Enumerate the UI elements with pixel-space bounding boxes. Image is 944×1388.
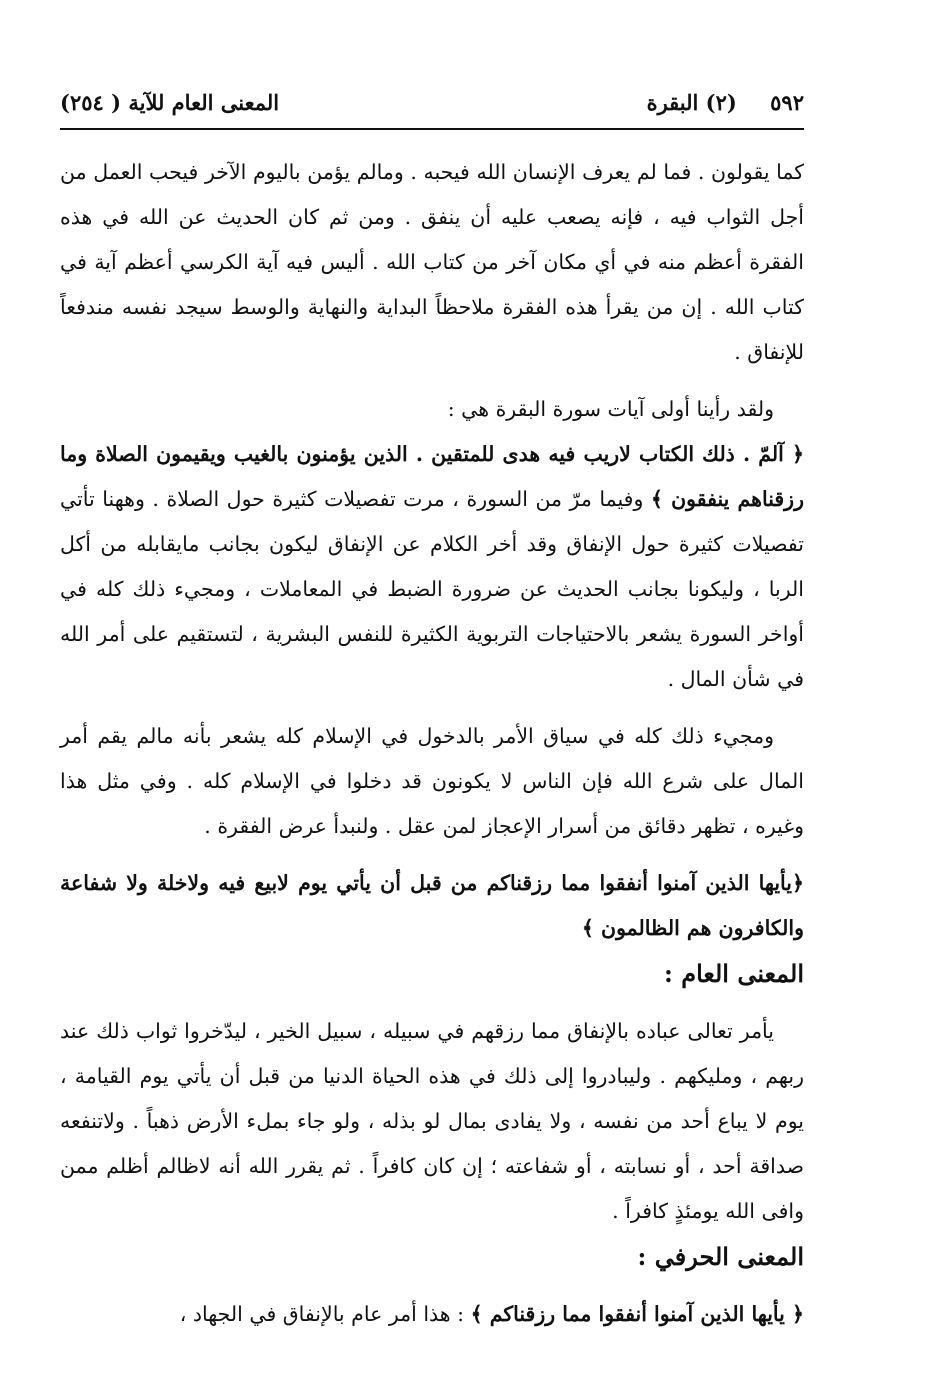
page-body bbox=[60, 150, 804, 1337]
verse-254: ﴿يأيها الذين آمنوا أنفقوا مما رزقناكم من قبل أن يأتي يوم لابيع فيه ولاخلة ولا شفاعة والكافرون هم الظالمون ﴾ bbox=[60, 871, 804, 940]
section-title: المعنى العام للآية ( ٢٥٤) bbox=[60, 90, 280, 115]
paragraph-2: ولقد رأينا أولى آيات سورة البقرة هي : bbox=[447, 397, 774, 421]
paragraph-6-text: : هذا أمر عام بالإنفاق في الجهاد ، bbox=[179, 1302, 471, 1326]
page-header bbox=[60, 88, 804, 130]
header-right bbox=[647, 90, 804, 115]
paragraph-3 bbox=[60, 432, 804, 702]
paragraph-1: كما يقولون . فما لم يعرف الإنسان الله فيحبه . ومالم يؤمن باليوم الآخر فيحب العمل من أجل الثواب فيه ، فإنه يصعب عليه أن ينفق . ومن ثم كان الحديث عن الله في هذه الفقرة أعظم منه في أي مكان آخر من كتاب الله . أليس فيه آية الكرسي أعظم آية في كتاب الله . إن من يقرأ هذه الفقرة ملاحظاً البداية والنهاية والوسط سيجد نفسه مندفعاً للإنفاق . bbox=[60, 160, 804, 364]
paragraph-6 bbox=[60, 1292, 804, 1337]
paragraph-3-text: وفيما مرّ من السورة ، مرت تفصيلات كثيرة حول الصلاة . وههنا تأتي تفصيلات كثيرة حول الإنفاق وقد أخر الكلام عن الإنفاق ليكون بجانب مايقابله من أكل الربا ، وليكونا بجانب الحديث عن ضرورة الضبط في المعاملات ، ومجيء ذلك كله في أواخر السورة يشعر بالاحتياجات التربوية الكثيرة للنفس البشرية ، لتستقيم على أمر الله في شأن المال . bbox=[60, 487, 804, 691]
page-number: ٥٩٢ bbox=[770, 90, 804, 115]
paragraph-5: يأمر تعالى عباده بالإنفاق مما رزقهم في سبيله ، سبيل الخير ، ليدّخروا ثواب ذلك عند ربهم ، ومليكهم . وليبادروا إلى ذلك في هذه الحياة الدنيا من قبل أن يأتي يوم القيامة ، يوم لا يباع أحد من نفسه ، ولا يفادى بمال لو بذله ، ولو جاء بملء الأرض ذهباً . ولاتنفعه صداقة أحد ، أو نسابته ، أو شفاعته ؛ إن كان كافراً . ثم يقرر الله أنه لاظالم أظلم ممن وافى الله يومئذٍ كافراً . bbox=[60, 1019, 804, 1223]
paragraph-4: ومجيء ذلك كله في سياق الأمر بالدخول في الإسلام كله يشعر بأنه مالم يقم أمر المال على شرع الله فإن الناس لا يكونون قد دخلوا في الإسلام كله . وفي مثل هذا وغيره ، تظهر دقائق من أسرار الإعجاز لمن عقل . ولنبدأ عرض الفقرة . bbox=[60, 724, 804, 838]
quran-quote-2: ﴿ يأيها الذين آمنوا أنفقوا مما رزقناكم ﴾ bbox=[470, 1302, 804, 1326]
heading-literal-meaning: المعنى الحرفي : bbox=[637, 1242, 804, 1271]
heading-general-meaning: المعنى العام : bbox=[664, 959, 804, 988]
quran-quote-1: ﴿ آلمّ . ذلك الكتاب لاريب فيه هدى للمتقين . الذين يؤمنون بالغيب ويقيمون الصلاة وما رزقناهم ينفقون ﴾ bbox=[60, 442, 804, 511]
surah-name: (٢) البقرة bbox=[646, 90, 737, 115]
